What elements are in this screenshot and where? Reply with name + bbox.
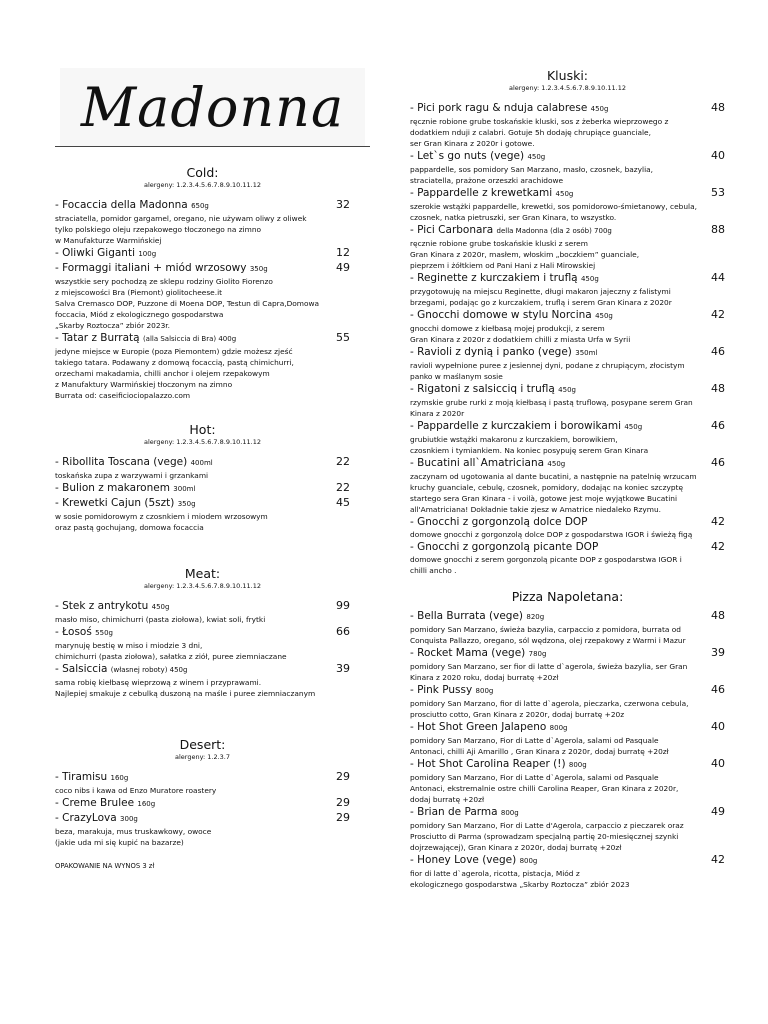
menu-item-description: szerokie wstążki pappardelle, krewetki, sos pomidorowo-śmietanowy, cebula, czosnek, natka pietruszki, ser Gran Kinara, to wszystko.: [410, 202, 697, 222]
menu-item-price: 49: [336, 261, 350, 274]
menu-item-title: - Bella Burrata (vege): [410, 610, 524, 622]
menu-item-header: [410, 186, 725, 201]
menu-item-title: - Hot Shot Carolina Reaper (!): [410, 758, 566, 770]
menu-item-price: 48: [711, 101, 725, 114]
menu-item-name: [410, 647, 546, 661]
menu-item-name: [55, 626, 113, 640]
menu-item-size: 780g: [528, 650, 547, 658]
menu-item-name: [55, 199, 209, 213]
menu-item-header: [410, 308, 725, 323]
menu-item-description: gnocchi domowe z kiełbasą mojej produkcji, z serem Gran Kinara z 2020r z dodatkiem chilli z miasta Urfa w Syrii: [410, 324, 631, 344]
menu-item-name: [410, 272, 599, 286]
menu-item-title: - CrazyLova: [55, 812, 117, 824]
menu-item-name: [410, 721, 567, 735]
menu-item-size: 160g: [110, 774, 129, 782]
menu-item: [410, 609, 725, 646]
menu-item-name: [55, 812, 138, 826]
menu-item-size: 550g: [95, 629, 113, 637]
menu-item-name: [55, 663, 187, 677]
menu-item-name: [410, 610, 544, 624]
menu-item-title: - Let`s go nuts (vege): [410, 150, 525, 162]
menu-item-price: 42: [711, 308, 725, 321]
menu-item-name: [410, 224, 612, 238]
menu-item: [410, 101, 725, 149]
section-allergens: alergeny: 1.2.3.7: [175, 753, 230, 761]
menu-item-title: - Reginette z kurczakiem i truflą: [410, 272, 578, 284]
menu-item-header: [410, 646, 725, 661]
menu-item: [55, 625, 350, 662]
menu-item-description: toskańska zupa z warzywami i grzankami: [55, 471, 209, 480]
menu-item: [410, 149, 725, 186]
menu-item: [55, 246, 350, 261]
menu-item: [55, 796, 350, 811]
menu-item-header: [410, 382, 725, 397]
section-meat: [55, 566, 350, 699]
menu-item: [410, 540, 725, 576]
menu-item: [410, 683, 725, 720]
section-cold: [55, 165, 350, 401]
menu-item-description: zaczynam od ugotowania al dante bucatini, a następnie na patelnię wrzucam kruchy guanciale, cebulę, czosnek, pomidory, dodając na koniec szczyptę startego sera Gran Kinara - i voilà, gotowe jest moje wyjątkowe Bucatini all'Amatriciana! Dokładnie takie zjesz w Amatrice niedaleko Rzymu.: [410, 472, 697, 514]
menu-item: [410, 308, 725, 345]
menu-item-price: 48: [711, 382, 725, 395]
menu-item-price: 29: [336, 811, 350, 824]
menu-item-size: 350g: [249, 265, 268, 273]
menu-item-size: 800g: [549, 724, 568, 732]
menu-item-size: (alla Salsiccia di Bra) 400g: [142, 335, 237, 343]
menu-item-size: 450g: [595, 312, 613, 320]
section-kluski: [410, 68, 725, 576]
menu-item-price: 22: [336, 455, 350, 468]
menu-item-header: [410, 515, 725, 529]
menu-item-title: - Krewetki Cajun (5szt): [55, 497, 175, 509]
menu-item-title: - Tatar z Burratą: [55, 332, 140, 344]
menu-item-name: [55, 482, 195, 496]
menu-item-header: [410, 757, 725, 772]
menu-item-price: 48: [711, 609, 725, 622]
section-allergens: alergeny: 1.2.3.4.5.6.7.8.9.10.11.12: [144, 438, 261, 446]
logo-divider: [55, 146, 370, 147]
menu-item-name: [55, 456, 213, 470]
menu-item: [55, 198, 350, 246]
menu-item-title: - Pappardelle z kurczakiem i borowikami: [410, 420, 621, 432]
menu-item-price: 46: [711, 345, 725, 358]
menu-item-description: rzymskie grube rurki z moją kiełbasą i pastą truflową, posypane serem Gran Kinara z 2020r: [410, 398, 693, 418]
menu-item-price: 42: [711, 540, 725, 553]
section-pizza: [410, 589, 725, 890]
menu-item-description: ręcznie robione grube toskańskie kluski, sos z żeberka wieprzowego z dodatkiem nduji z calabri. Gotuje 5h dodaję chrupiące guanciale, ser Gran Kinara z 2020r i gotowe.: [410, 117, 669, 148]
menu-item-title: - Honey Love (vege): [410, 854, 517, 866]
menu-item-size: 800g: [500, 809, 519, 817]
menu-item-size: 350g: [177, 500, 196, 508]
menu-item-price: 46: [711, 419, 725, 432]
menu-item-name: [55, 771, 128, 785]
menu-item-title: - Creme Brulee: [55, 797, 135, 809]
menu-item-size: 100g: [138, 250, 157, 258]
menu-item-title: - Hot Shot Green Jalapeno: [410, 721, 547, 733]
menu-item-header: [410, 345, 725, 360]
menu-item-header: [55, 496, 350, 511]
menu-item-size: 450g: [558, 386, 576, 394]
menu-item-title: - Rigatoni z salsicciq i truflą: [410, 383, 555, 395]
menu-item-description: ręcznie robione grube toskańskie kluski z serem Gran Kinara z 2020r, masłem, włoskim „boczkiem” guanciale, pieprzem i żółtkiem od Pani Hani z Hali Mirowskiej: [410, 239, 640, 270]
menu-item: [55, 496, 350, 533]
menu-item-name: [55, 797, 155, 811]
takeaway-note: OPAKOWANIE NA WYNOS 3 zł: [55, 862, 155, 870]
menu-item-description: wszystkie sery pochodzą ze sklepu rodziny Giolito Fiorenzo z miejscowości Bra (Piemont) giolitocheese.it Salva Cremasco DOP, Puzzone di Moena DOP, Testun di Capra,Domowa foccacia, Miód z ekologicznego gospodarstwa „Skarby Roztocza” zbiór 2023r.: [55, 277, 320, 330]
menu-item-name: [410, 187, 573, 201]
menu-item-title: - Bucatini all`Amatriciana: [410, 457, 545, 469]
menu-item: [410, 805, 725, 853]
menu-item-name: [410, 346, 597, 360]
menu-item-size: 650g: [191, 202, 209, 210]
menu-item-header: [410, 683, 725, 698]
menu-item-size: 450g: [151, 603, 170, 611]
menu-item: [410, 646, 725, 683]
menu-item-price: 55: [336, 331, 350, 344]
menu-item-size: 300g: [120, 815, 138, 823]
menu-item-name: [55, 497, 196, 511]
menu-item: [410, 757, 725, 805]
section-desert: [55, 737, 350, 848]
section-title: Cold:: [186, 165, 219, 180]
menu-item-name: [55, 262, 268, 276]
menu-item-title: - Gnocchi z gorgonzolą picante DOP: [410, 541, 599, 553]
section-title: Meat:: [184, 566, 221, 581]
menu-item: [55, 662, 350, 699]
menu-item-description: beza, marakuja, mus truskawkowy, owoce (jakie uda mi się kupić na bazarze): [55, 827, 212, 847]
menu-item-price: 40: [711, 149, 725, 162]
menu-item-description: fior di latte d`agerola, ricotta, pistacja, Miód z ekologicznego gospodarstwa „Skarby Roztocza” zbiór 2023: [410, 869, 630, 889]
menu-item: [410, 345, 725, 382]
menu-item: [410, 223, 725, 271]
menu-item-name: [410, 420, 642, 434]
menu-item-header: [410, 223, 725, 238]
section-hot: [55, 422, 350, 533]
menu-item-price: 45: [336, 496, 350, 509]
menu-item-description: pomidory San Marzano, świeża bazylia, carpaccio z pomidora, burrata od Conquista Pallazzo, oregano, sól wędzona, olej rzepakowy z Warmi i Mazur: [410, 625, 686, 645]
menu-item-header: [410, 720, 725, 735]
menu-item-description: pomidory San Marzano, ser fior di latte d`agerola, świeża bazylia, ser Gran Kinara z 2020 roku, dodaj burratę +20zł: [410, 662, 688, 682]
section-title: Kluski:: [546, 68, 589, 83]
menu-item-price: 29: [336, 796, 350, 809]
menu-item-header: [410, 419, 725, 434]
menu-item-description: pomidory San Marzano, Fior di Latte d`Agerola, salami od Pasquale Antonaci, chilli Aji Amarillo , Gran Kinara z 2020r, dodaj burratę +20zł: [410, 736, 669, 756]
section-allergens: alergeny: 1.2.3.4.5.6.7.8.9.10.11.12: [509, 84, 626, 92]
menu-item-header: [410, 149, 725, 164]
menu-item: [55, 811, 350, 848]
menu-item-size: 820g: [526, 613, 545, 621]
menu-item-name: [410, 150, 545, 164]
section-title: Desert:: [179, 737, 226, 752]
menu-item-size: 450g: [555, 190, 574, 198]
menu-item: [55, 481, 350, 496]
menu-item-description: pappardelle, sos pomidory San Marzano, masło, czosnek, bazylia, straciatella, prażone orzeszki arachidowe: [410, 165, 654, 185]
menu-item-header: [410, 805, 725, 820]
menu-item-name: [410, 758, 587, 772]
menu-item-price: 49: [711, 805, 725, 818]
menu-item-price: 66: [336, 625, 350, 638]
section-allergens: alergeny: 1.2.3.4.5.6.7.8.9.10.11.12: [144, 582, 261, 590]
section-title: Pizza Napoletana:: [511, 589, 624, 604]
menu-item-size: 400ml: [190, 459, 213, 467]
menu-item-description: coco nibs i kawa od Enzo Muratore roastery: [55, 786, 217, 795]
menu-item-price: 39: [336, 662, 350, 675]
menu-item-description: marynuję bestię w miso i miodzie 3 dni, chimichurri (pasta ziołowa), sałatka z ziół, puree ziemniaczane: [55, 641, 287, 661]
menu-item-size: 300ml: [173, 485, 196, 493]
menu-item-size: della Madonna (dla 2 osób) 700g: [496, 227, 612, 235]
menu-item-title: - Ravioli z dynią i panko (vege): [410, 346, 572, 358]
menu-item: [55, 331, 350, 401]
menu-item-price: 46: [711, 456, 725, 469]
menu-item-description: grubiutkie wstążki makaronu z kurczakiem, borowikiem, czosnkiem i tymiankiem. Na koniec posypuję serem Gran Kinara: [410, 435, 649, 455]
menu-item-size: 800g: [568, 761, 587, 769]
menu-item-price: 99: [336, 599, 350, 612]
menu-item-price: 42: [711, 853, 725, 866]
menu-item-size: 450g: [547, 460, 566, 468]
menu-item-size: 450g: [580, 275, 599, 283]
menu-item-title: - Gnocchi domowe w stylu Norcina: [410, 309, 592, 321]
menu-item-description: w sosie pomidorowym z czosnkiem i miodem wrzosowym oraz pastą gochujang, domowa focaccia: [55, 512, 268, 532]
menu-item-header: [55, 599, 350, 614]
menu-item-description: pomidory San Marzano, Fior di Latte d'Agerola, carpaccio z pieczarek oraz Prosciutto di Parma (sprowadzam specjalną partię 20-miesięcznej szynki dojrzewającej), Gran Kinara z 2020r, dodaj burratę +20zł: [410, 821, 684, 852]
menu-item-size: 800g: [475, 687, 494, 695]
menu-item-title: - Pici pork ragu & nduja calabrese: [410, 102, 588, 114]
menu-item-name: [410, 102, 608, 116]
menu-item-title: - Pici Carbonara: [410, 224, 494, 236]
menu-item-title: - Salsiccia: [55, 663, 108, 675]
menu-item-header: [55, 662, 350, 677]
menu-item-header: [55, 331, 350, 346]
menu-item-size: 450g: [590, 105, 609, 113]
menu-item-name: [55, 600, 169, 614]
menu-item-header: [55, 625, 350, 640]
menu-item: [410, 271, 725, 308]
menu-item-price: 29: [336, 770, 350, 783]
menu-item-price: 39: [711, 646, 725, 659]
menu-item-price: 40: [711, 720, 725, 733]
menu-item: [410, 515, 725, 540]
menu-item-title: - Pink Pussy: [410, 684, 473, 696]
menu-item: [410, 456, 725, 515]
menu-item-title: - Focaccia della Madonna: [55, 199, 188, 211]
section-allergens: alergeny: 1.2.3.4.5.6.7.8.9.10.11.12: [144, 181, 261, 189]
menu-item-header: [410, 853, 725, 868]
menu-item-header: [55, 770, 350, 785]
menu-item-price: 42: [711, 515, 725, 528]
menu-item-size: 450g: [624, 423, 643, 431]
menu-item-name: [410, 516, 588, 529]
restaurant-logo: [60, 68, 365, 146]
menu-item-header: [55, 811, 350, 826]
menu-item-description: masło miso, chimichurri (pasta ziołowa), kwiat soli, frytki: [55, 615, 266, 624]
menu-item-description: pomidory San Marzano, Fior di Latte d`Agerola, salami od Pasquale Antonaci, ekstremalnie ostre chilli Carolina Reaper, Gran Kinara z 2020r, dodaj burratę +20zł: [410, 773, 679, 804]
menu-item-description: straciatella, pomidor gargamel, oregano, nie używam oliwy z oliwek tylko polskiego oleju rzepakowego tłoczonego na zimno w Manufakturze Warmińskiej: [55, 214, 307, 245]
menu-item-name: [410, 854, 537, 868]
menu-item: [55, 770, 350, 796]
menu-item-title: - Gnocchi z gorgonzolą dolce DOP: [410, 516, 588, 528]
menu-item-description: jedyne miejsce w Europie (poza Piemontem) gdzie możesz zjeść takiego tatara. Podawany z domową focaccią, pastą chimichurri, orzechami makadamia, chilli anchor i olejem rzepakowym z Manufaktury Warmińskiej tłoczonym na zimno Burrata od: caseificiociopalazzo.com: [55, 347, 294, 400]
menu-item-price: 22: [336, 481, 350, 494]
menu-item-description: sama robię kiełbasę wieprzową z winem i przyprawami. Najlepiej smakuje z cebulką duszoną na maśle i puree ziemniaczanym: [55, 678, 316, 698]
menu-item-price: 46: [711, 683, 725, 696]
menu-item: [410, 382, 725, 419]
menu-item-price: 32: [336, 198, 350, 211]
menu-item-size: 160g: [137, 800, 156, 808]
menu-item-description: domowe gnocchi z serem gorgonzolą picante DOP z gospodarstwa IGOR i chilli ancho .: [410, 555, 682, 575]
menu-item: [410, 853, 725, 890]
menu-item-name: [410, 383, 576, 397]
menu-item-title: - Bulion z makaronem: [55, 482, 170, 494]
menu-item-header: [55, 481, 350, 496]
menu-item-title: - Tiramisu: [55, 771, 108, 783]
menu-item-header: [410, 271, 725, 286]
menu-item: [410, 720, 725, 757]
menu-item-name: [410, 541, 598, 554]
menu-item-name: [410, 684, 493, 698]
menu-item-header: [55, 246, 350, 261]
menu-item-name: [55, 332, 236, 346]
menu-item-description: domowe gnocchi z gorgonzolą dolce DOP z gospodarstwa IGOR i świeżą figą: [410, 530, 693, 539]
menu-item-size: 450g: [527, 153, 546, 161]
menu-item-name: [410, 457, 565, 471]
menu-item-name: [410, 309, 613, 323]
menu-item-header: [410, 609, 725, 624]
menu-item-header: [55, 198, 350, 213]
menu-item-header: [410, 456, 725, 471]
menu-item-title: - Rocket Mama (vege): [410, 647, 526, 659]
menu-item: [410, 419, 725, 456]
menu-item-header: [410, 101, 725, 116]
menu-item-header: [55, 261, 350, 276]
menu-item-size: 800g: [519, 857, 538, 865]
menu-item: [55, 599, 350, 625]
menu-item-description: pomidory San Marzano, fior di latte d`agerola, pieczarka, czerwona cebula, prosciutto cotto, Gran Kinara z 2020r, dodaj burratę +20z: [410, 699, 689, 719]
menu-item-size: (własnej roboty) 450g: [110, 666, 188, 674]
menu-item-name: [55, 247, 156, 261]
menu-item-title: - Ribollita Toscana (vege): [55, 456, 188, 468]
section-title: Hot:: [189, 422, 216, 437]
menu-item-price: 44: [711, 271, 725, 284]
menu-item-header: [55, 455, 350, 470]
menu-item-title: - Pappardelle z krewetkami: [410, 187, 553, 199]
menu-item-title: - Stek z antrykotu: [55, 600, 149, 612]
menu-item-title: - Łosoś: [55, 626, 92, 638]
menu-item-name: [410, 806, 519, 820]
menu-item-title: - Formaggi italiani + miód wrzosowy: [55, 262, 247, 274]
menu-item-price: 12: [336, 246, 350, 259]
menu-item-header: [55, 796, 350, 811]
menu-item-description: ravioli wypełnione puree z jesiennej dyni, podane z chrupiącym, złocistym panko w maślanym sosie: [410, 361, 685, 381]
menu-item-header: [410, 540, 725, 554]
menu-item-price: 40: [711, 757, 725, 770]
menu-item-price: 53: [711, 186, 725, 199]
menu-item-description: przygotowuję na miejscu Reginette, długi makaron jajeczny z falistymi brzegami, podając go z kurczakiem, truflą i serem Gran Kinara z 2020r: [410, 287, 672, 307]
menu-item-price: 88: [711, 223, 725, 236]
menu-item-size: 350ml: [575, 349, 598, 357]
menu-item-title: - Oliwki Giganti: [55, 247, 135, 259]
logo-text: Madonna: [80, 75, 345, 139]
menu-item: [55, 261, 350, 331]
menu-item: [55, 455, 350, 481]
menu-item-title: - Brian de Parma: [410, 806, 498, 818]
menu-item: [410, 186, 725, 223]
